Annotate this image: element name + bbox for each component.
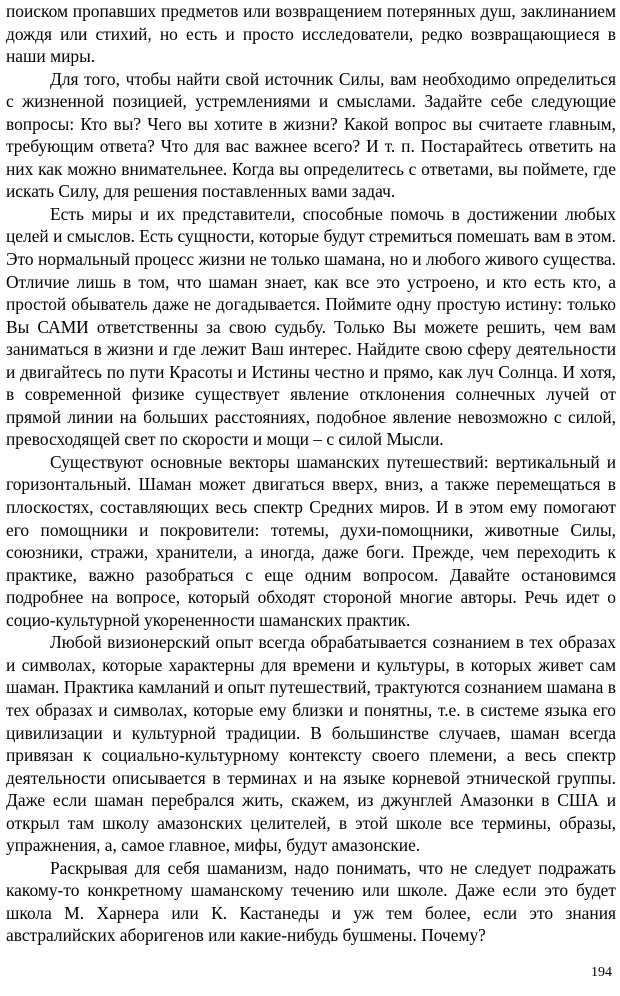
paragraph-6: Раскрывая для себя шаманизм, надо понимать, что не следует подражать какому-то конкретному шаманскому течению или школе. Даже если это будет школа М. Харнера или К. Кастанеды и уж тем более, если это знания австралийских аборигенов или какие-нибудь бушмены. Почему?	[6, 857, 616, 946]
paragraph-2: Для того, чтобы найти свой источник Силы, вам необходимо определиться с жизненной позицией, устремлениями и смыслами. Задайте себе следующие вопросы: Кто вы? Чего вы хотите в жизни? Какой вопрос вы считаете главным, требующим ответа? Что для вас важнее всего? И т. п. Постарайтесь ответить на них как можно внимательнее. Когда вы определитесь с ответами, вы поймете, где искать Силу, для решения поставленных вами задач.	[6, 68, 616, 202]
paragraph-1: поиском пропавших предметов или возвращением потерянных душ, заклинанием дождя или стихий, но есть и просто исследователи, редко возвращающиеся в наши миры.	[6, 1, 616, 67]
paragraph-3: Есть миры и их представители, способные помочь в достижении любых целей и смыслов. Есть сущности, которые будут стремиться помешать вам в этом. Это нормальный процесс жизни не только шамана, но и любого живого существа. Отличие лишь в том, что шаман знает, как все это устроено, и кто есть кто, а простой обыватель даже не догадывается. Поймите одну простую истину: только Вы САМИ ответственны за свою судьбу. Только Вы можете решить, чем вам заниматься в жизни и где лежит Ваш интерес. Найдите свою сферу деятельности и двигайтесь по пути Красоты и Истины честно и прямо, как луч Солнца. И хотя, в современной физике существует явление отклонения солнечных лучей от прямой линии на больших расстояниях, подобное явление невозможно с силой, превосходящей свет по скорости и мощи – с силой Мысли.	[6, 203, 616, 450]
paragraph-4: Существуют основные векторы шаманских путешествий: вертикальный и горизонтальный. Шаман может двигаться вверх, вниз, а также перемещаться в плоскостях, составляющих весь спектр Средних миров. И в этом ему помогают его помощники и покровители: тотемы, духи-помощники, животные Силы, союзники, стражи, хранители, а иногда, даже боги. Прежде, чем переходить к практике, важно разобраться с еще одним вопросом. Давайте остановимся подробнее на вопросе, который обходят стороной многие авторы. Речь идет о социо-культурной укорененности шаманских практик.	[6, 451, 616, 630]
page-number: 194	[591, 965, 612, 980]
paragraph-5: Любой визионерский опыт всегда обрабатывается сознанием в тех образах и символах, которые характерны для времени и культуры, в которых живет сам шаман. Практика камланий и опыт путешествий, трактуются сознанием шамана в тех образах и символах, которые ему близки и понятны, т.е. в системе языка его цивилизации и культурной традиции. В большинстве случаев, шаман всегда привязан к социально-культурному контексту своего племени, а весь спектр деятельности описывается в терминах и на языке корневой этнической группы. Даже если шаман перебрался жить, скажем, из джунглей Амазонки в США и открыл там школу амазонских целителей, в этой школе все термины, образы, упражнения, а, самое главное, мифы, будут амазонские.	[6, 632, 616, 856]
